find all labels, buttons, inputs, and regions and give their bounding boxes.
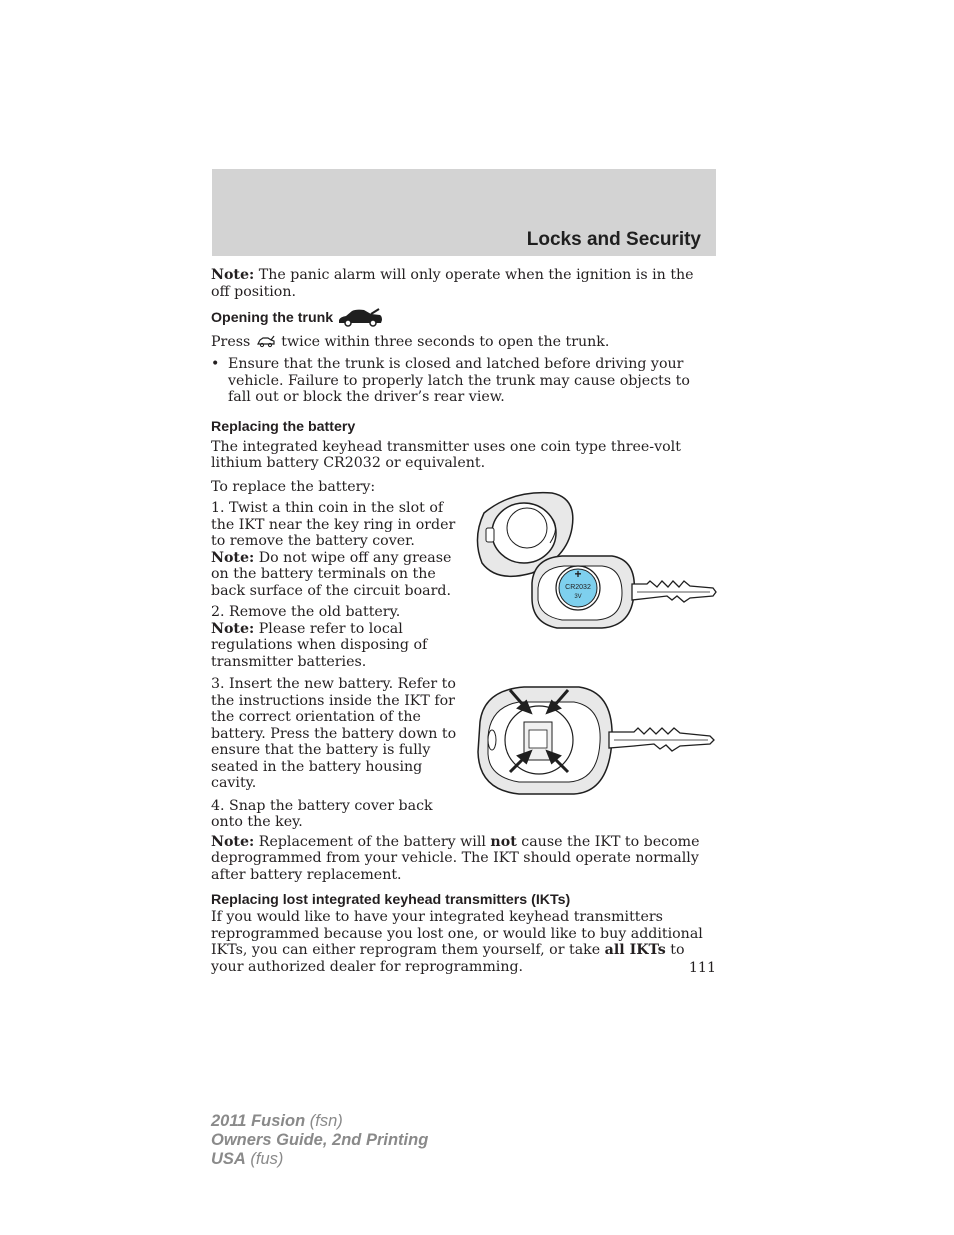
note-label: Note:	[211, 549, 255, 566]
text-emphasis: all IKTs	[604, 942, 666, 958]
step-1: 1. Twist a thin coin in the slot of the IKT near the key ring in order to remove the battery cover.	[211, 500, 456, 549]
footer-line-3	[211, 1150, 428, 1169]
step-1-note	[211, 550, 467, 600]
footer-line-1	[211, 1112, 428, 1131]
battery-insertion-illustration	[474, 682, 718, 800]
text-b: to your authorized dealer for reprogramming.	[211, 942, 685, 975]
note-label: Note:	[211, 267, 255, 283]
battery-steps	[211, 500, 467, 831]
page-number: 111	[688, 960, 716, 976]
battery-intro: The integrated keyhead transmitter uses one coin type three-volt lithium battery CR2032 or equivalent.	[211, 438, 681, 471]
key-body-illustration	[478, 687, 612, 794]
key-blade-illustration	[632, 581, 716, 602]
key-blade-illustration	[609, 728, 714, 751]
battery-final-note	[211, 834, 716, 884]
press-prefix: Press	[211, 334, 255, 350]
note-label: Note:	[211, 620, 255, 637]
note-text: The panic alarm will only operate when the ignition is in the off position.	[211, 267, 694, 300]
step-2-note	[211, 621, 467, 671]
footer-market-code: (fus)	[245, 1150, 284, 1168]
step-2: 2. Remove the old battery.	[211, 604, 401, 620]
trunk-release-button-icon	[255, 333, 277, 351]
lost-ikt-text	[211, 909, 716, 975]
battery-removal-illustration	[472, 488, 718, 633]
note-label: Note:	[211, 833, 255, 850]
note-text: Please refer to local regulations when disposing of transmitter batteries.	[211, 620, 428, 670]
battery-heading: Replacing the battery	[211, 418, 356, 435]
footer-line-2: Owners Guide, 2nd Printing	[211, 1131, 429, 1149]
text-a: If you would like to have your integrated keyhead transmitters reprogrammed because you lost one, or would like to buy additional IKTs, you can either reprogram them yourself, or take	[211, 909, 703, 958]
trunk-bullet	[211, 356, 716, 406]
battery-plus-label: +	[574, 567, 582, 581]
section-title: Locks and Security	[526, 229, 701, 250]
panic-note	[211, 267, 716, 300]
car-trunk-icon	[337, 308, 383, 328]
note-text-a: Replacement of the battery will	[254, 833, 491, 850]
note-text: Do not wipe off any grease on the battery terminals on the back surface of the circuit board.	[211, 549, 452, 599]
note-emphasis: not	[490, 833, 517, 850]
press-suffix: twice within three seconds to open the trunk.	[276, 334, 610, 350]
lost-ikt-heading: Replacing lost integrated keyhead transmitters (IKTs)	[211, 892, 571, 908]
footer-market: USA	[211, 1150, 246, 1168]
section-header-band	[212, 169, 716, 256]
footer-model: 2011 Fusion	[211, 1112, 306, 1130]
trunk-heading	[211, 308, 716, 328]
note-text-b: cause the IKT to become deprogrammed from your vehicle. The IKT should operate normally after battery replacement.	[211, 833, 700, 883]
document-footer	[211, 1112, 428, 1169]
footer-model-code: (fsn)	[305, 1112, 343, 1130]
step-3: 3. Insert the new battery. Refer to the instructions inside the IKT for the correct orientation of the battery. Press the battery down to ensure that the battery is fully seated in the battery housing cavity.	[211, 676, 457, 791]
bullet-dot: •	[211, 356, 220, 372]
trunk-press-instruction	[211, 333, 716, 351]
trunk-heading-text: Opening the trunk	[211, 309, 334, 326]
battery-voltage-label: 3V	[574, 594, 582, 600]
step-4: 4. Snap the battery cover back onto the key.	[211, 797, 433, 830]
to-replace-text: To replace the battery:	[211, 478, 376, 495]
bullet-text: Ensure that the trunk is closed and latched before driving your vehicle. Failure to properly latch the trunk may cause objects to fall out or block the driver’s rear view.	[228, 356, 690, 405]
key-body-illustration	[532, 556, 634, 628]
battery-model-label: CR2032	[565, 584, 591, 591]
